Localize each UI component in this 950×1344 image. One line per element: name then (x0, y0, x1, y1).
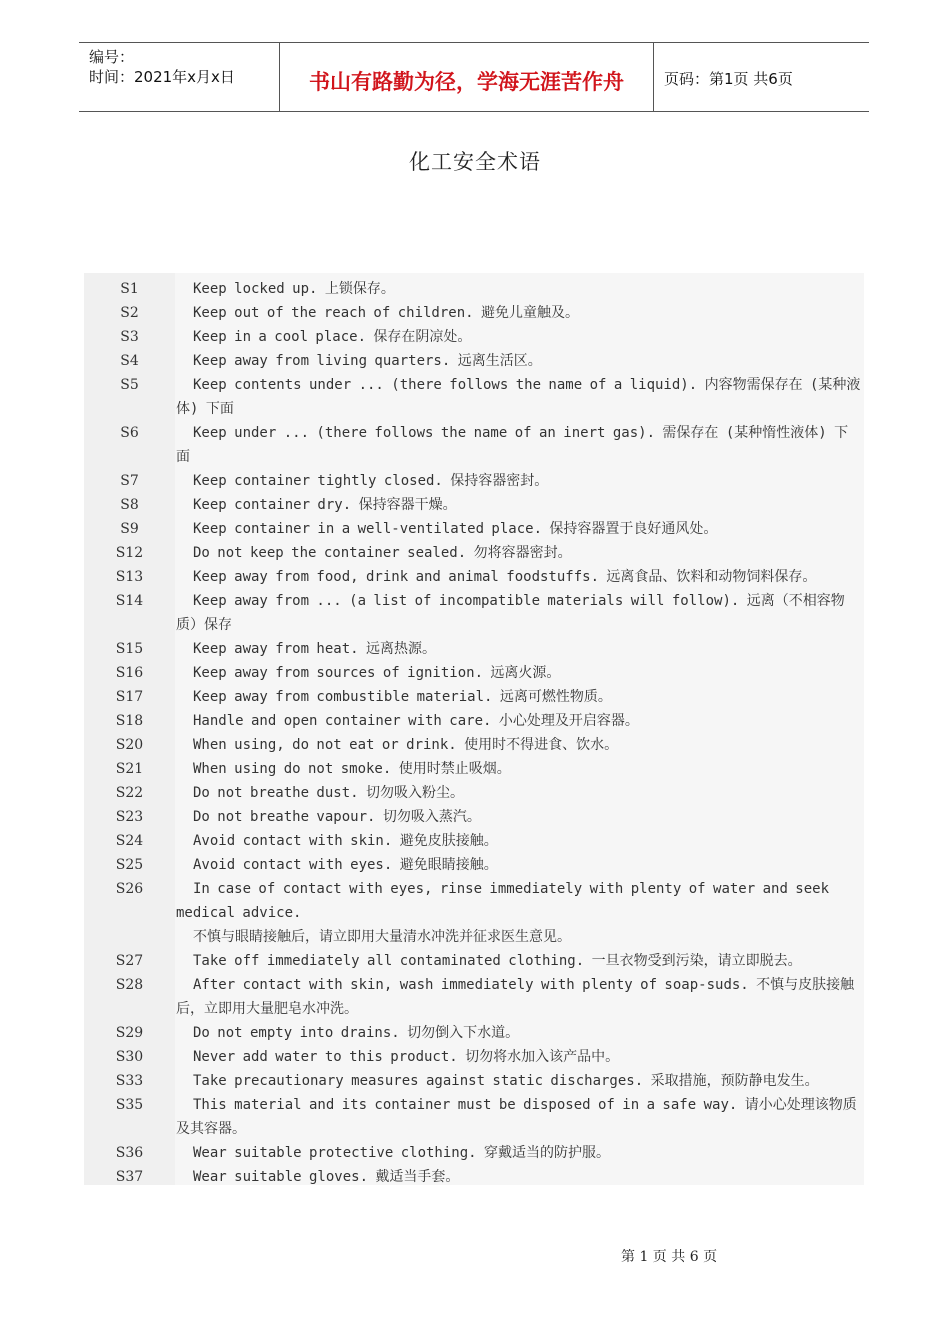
phrase-text (177, 1069, 864, 1093)
table-row (84, 325, 864, 349)
phrase-code: S37 (115, 1169, 144, 1185)
phrase-code: S4 (120, 353, 139, 369)
document-title: 化工安全术语 (409, 150, 541, 174)
table-row (84, 949, 864, 973)
phrase-line: When using, do not eat or drink. 使用时不得进食、饮水。 (193, 737, 619, 753)
phrase-text (177, 517, 864, 541)
phrase-continuation: 质）保存 (176, 617, 232, 633)
phrase-continuation: 面 (176, 449, 190, 465)
phrase-line: Avoid contact with skin. 避免皮肤接触。 (193, 833, 498, 849)
table-row (84, 1141, 864, 1165)
phrase-continuation: medical advice. (176, 905, 302, 921)
phrase-line: Do not breathe dust. 切勿吸入粉尘。 (193, 785, 465, 801)
phrase-text (177, 877, 864, 901)
table-row (84, 757, 864, 781)
table-row (84, 877, 864, 949)
phrase-code: S17 (115, 689, 144, 705)
table-row (84, 373, 864, 421)
table-row (84, 1045, 864, 1069)
phrase-line: 不慎与眼睛接触后，请立即用大量清水冲洗并征求医生意见。 (193, 929, 571, 945)
table-row (84, 1165, 864, 1189)
table-row (84, 541, 864, 565)
phrase-text (177, 1165, 864, 1189)
phrase-line: Do not empty into drains. 切勿倒入下水道。 (193, 1025, 520, 1041)
phrase-text (177, 541, 864, 565)
phrase-text (177, 1021, 864, 1045)
table-row (84, 973, 864, 1021)
table-row (84, 469, 864, 493)
header-page-info: 页码：第1页 共6页 (664, 69, 793, 88)
table-row (84, 829, 864, 853)
phrase-code: S8 (120, 497, 139, 513)
table-row (84, 733, 864, 757)
phrase-text (177, 757, 864, 781)
table-row (84, 1021, 864, 1045)
phrase-line: In case of contact with eyes, rinse immediately with plenty of water and seek (193, 881, 830, 897)
page-header (79, 42, 869, 112)
phrase-continuation: 及其容器。 (176, 1121, 246, 1137)
phrase-text (177, 781, 864, 805)
table-row (84, 565, 864, 589)
phrase-code: S21 (115, 761, 144, 777)
phrase-line: Keep container in a well-ventilated place. 保持容器置于良好通风处。 (193, 521, 718, 537)
phrase-text (177, 1045, 864, 1069)
phrase-code: S20 (115, 737, 144, 753)
phrase-line: Do not breathe vapour. 切勿吸入蒸汽。 (193, 809, 481, 825)
phrase-text (177, 949, 864, 973)
table-row (84, 421, 864, 469)
table-row (84, 349, 864, 373)
phrase-line: Keep away from ... (a list of incompatible materials will follow). 远离（不相容物 (193, 593, 845, 609)
phrase-continuation: 体) 下面 (176, 401, 234, 417)
phrase-code: S13 (115, 569, 144, 585)
phrase-line: Handle and open container with care. 小心处理及开启容器。 (193, 713, 639, 729)
phrase-text (177, 469, 864, 493)
phrase-text (177, 421, 864, 445)
phrase-line: Keep under ... (there follows the name of an inert gas). 需保存在 (某种惰性液体) 下 (193, 425, 849, 441)
phrase-line: When using do not smoke. 使用时禁止吸烟。 (193, 761, 511, 777)
page-footer: 第 1 页 共 6 页 (621, 1249, 718, 1265)
table-row (84, 301, 864, 325)
phrase-code: S23 (115, 809, 144, 825)
phrase-code: S18 (115, 713, 144, 729)
phrase-code: S16 (115, 665, 144, 681)
phrase-line: Keep container dry. 保持容器干燥。 (193, 497, 457, 513)
phrase-line: Keep container tightly closed. 保持容器密封。 (193, 473, 549, 489)
phrase-line: Keep away from sources of ignition. 远离火源。 (193, 665, 561, 681)
table-row (84, 637, 864, 661)
phrase-line: Keep locked up. 上锁保存。 (193, 281, 395, 297)
phrase-code: S6 (120, 425, 139, 441)
phrase-text (177, 853, 864, 877)
phrase-line: Never add water to this product. 切勿将水加入该产品中。 (193, 1049, 620, 1065)
phrase-code: S27 (115, 953, 144, 969)
phrase-line: Keep out of the reach of children. 避免儿童触及。 (193, 305, 580, 321)
phrase-line: Keep contents under ... (there follows the name of a liquid). 内容物需保存在 (某种液 (193, 377, 861, 393)
safety-phrases-table (84, 273, 864, 1185)
phrase-line: Take precautionary measures against static discharges. 采取措施，预防静电发生。 (193, 1073, 819, 1089)
table-row (84, 685, 864, 709)
phrase-code: S26 (115, 881, 144, 897)
phrase-text (177, 373, 864, 397)
phrase-line: Keep away from combustible material. 远离可燃性物质。 (193, 689, 612, 705)
phrase-text (177, 589, 864, 613)
phrase-text (177, 637, 864, 661)
phrase-code: S36 (115, 1145, 144, 1161)
table-row (84, 493, 864, 517)
document-time: 时间：2021年x月x日 (89, 68, 235, 86)
phrase-code: S5 (120, 377, 139, 393)
phrase-continuation: 后，立即用大量肥皂水冲洗。 (176, 1001, 358, 1017)
phrase-text (177, 565, 864, 589)
table-row (84, 517, 864, 541)
table-row (84, 781, 864, 805)
phrase-line: Keep away from heat. 远离热源。 (193, 641, 437, 657)
table-row (84, 853, 864, 877)
table-row (84, 1093, 864, 1141)
phrase-text (177, 1141, 864, 1165)
phrase-translation (177, 925, 864, 949)
table-row (84, 661, 864, 685)
phrase-code: S1 (120, 281, 139, 297)
phrase-text (177, 1093, 864, 1117)
phrase-code: S2 (120, 305, 139, 321)
phrase-code: S35 (115, 1097, 144, 1113)
phrase-code: S29 (115, 1025, 144, 1041)
table-row (84, 277, 864, 301)
phrase-code: S28 (115, 977, 144, 993)
phrase-code: S12 (115, 545, 144, 561)
table-row (84, 589, 864, 637)
phrase-code: S24 (115, 833, 144, 849)
phrase-text (177, 709, 864, 733)
phrase-line: Wear suitable gloves. 戴适当手套。 (193, 1169, 460, 1185)
phrase-line: Keep away from food, drink and animal foodstuffs. 远离食品、饮料和动物饲料保存。 (193, 569, 817, 585)
phrase-code: S14 (115, 593, 144, 609)
phrase-code: S9 (120, 521, 139, 537)
phrase-text (177, 349, 864, 373)
header-meta (79, 43, 280, 111)
phrase-code: S25 (115, 857, 144, 873)
phrase-text (177, 685, 864, 709)
phrase-line: Wear suitable protective clothing. 穿戴适当的防护服。 (193, 1145, 611, 1161)
phrase-text (177, 805, 864, 829)
table-row (84, 709, 864, 733)
phrase-text (177, 973, 864, 997)
phrase-text (177, 733, 864, 757)
document-number-label: 编号： (89, 48, 135, 66)
phrase-line: This material and its container must be disposed of in a safe way. 请小心处理该物质 (193, 1097, 857, 1113)
phrase-line: Do not keep the container sealed. 勿将容器密封。 (193, 545, 572, 561)
phrase-line: Keep in a cool place. 保存在阴凉处。 (193, 329, 472, 345)
phrase-line: Take off immediately all contaminated clothing. 一旦衣物受到污染，请立即脱去。 (193, 953, 802, 969)
phrase-text (177, 325, 864, 349)
phrase-text (177, 493, 864, 517)
header-motto: 书山有路勤为径，学海无涯苦作舟 (280, 43, 654, 111)
phrase-line: Avoid contact with eyes. 避免眼睛接触。 (193, 857, 498, 873)
phrase-code: S22 (115, 785, 144, 801)
phrase-code: S3 (120, 329, 139, 345)
phrase-text (177, 301, 864, 325)
phrase-line: Keep away from living quarters. 远离生活区。 (193, 353, 542, 369)
phrase-code: S30 (115, 1049, 144, 1065)
table-row (84, 1069, 864, 1093)
phrase-line: After contact with skin, wash immediately with plenty of soap-suds. 不慎与皮肤接触 (193, 977, 855, 993)
phrase-code: S33 (115, 1073, 144, 1089)
phrase-code: S7 (120, 473, 139, 489)
phrase-code: S15 (115, 641, 144, 657)
phrase-text (177, 277, 864, 301)
phrase-text (177, 661, 864, 685)
table-row (84, 805, 864, 829)
phrase-text (177, 829, 864, 853)
